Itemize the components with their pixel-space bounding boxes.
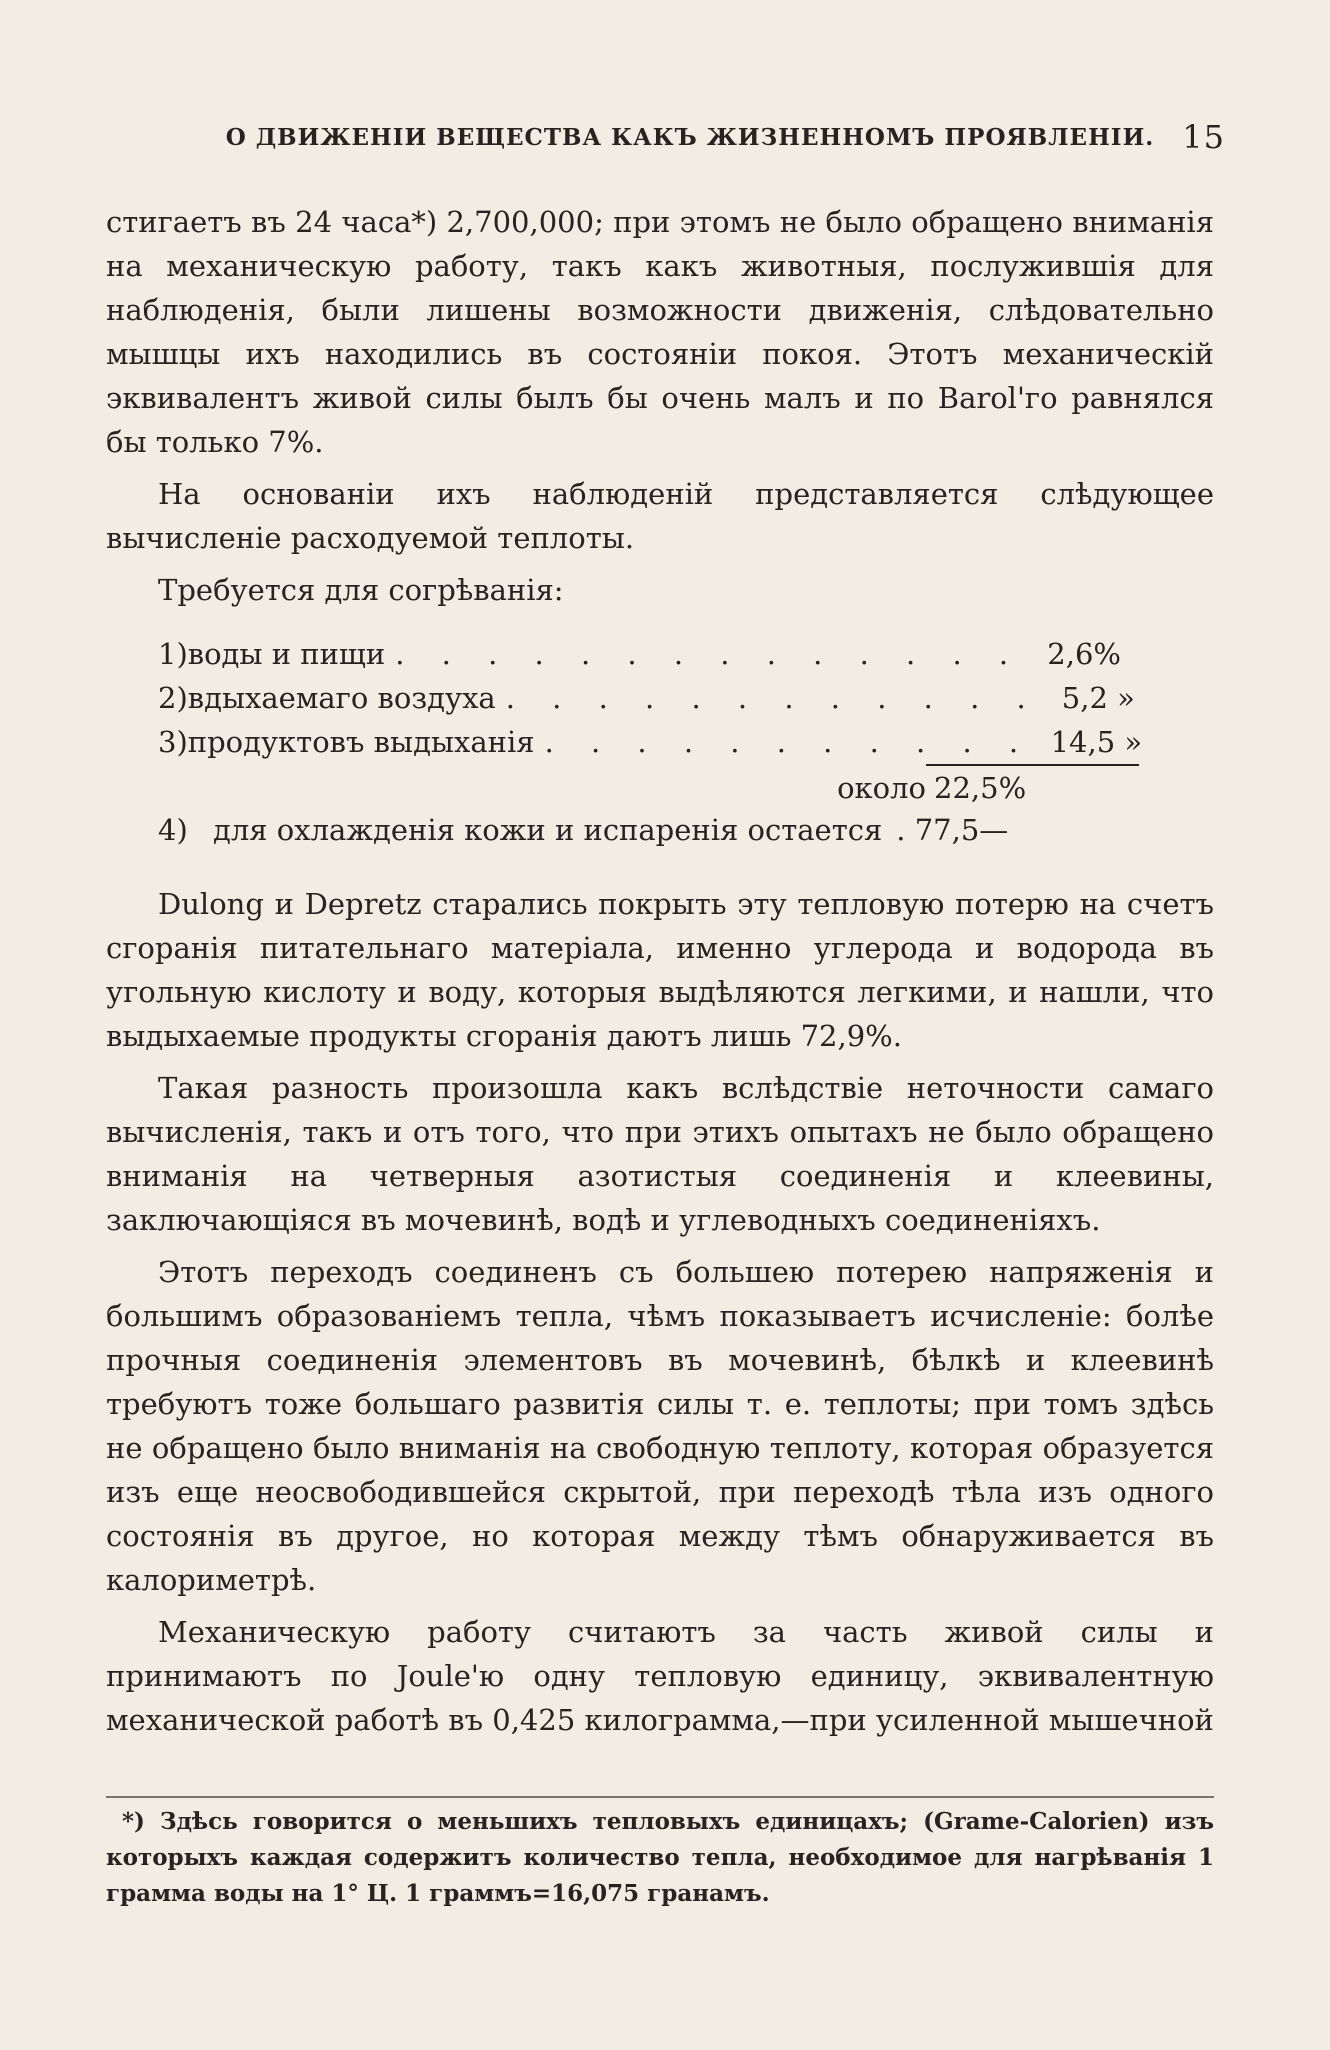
calc-row-value: 2,6% xyxy=(1047,637,1121,671)
calc-row-4 xyxy=(106,808,1214,852)
calc-row-value: 5,2 » xyxy=(1061,681,1135,715)
calc-row-label: для охлажденія кожи и испаренія остается xyxy=(213,813,883,847)
paragraph-5: Такая разность произошла какъ вслѣдствіе неточности самаго вычисленія, такъ и отъ того, что при этихъ опытахъ не было обращено вниманія на четверныя азотистыя соединенія и клеевины, заключающіяся въ мочевинѣ, водѣ и углеводныхъ соединеніяхъ. xyxy=(106,1071,1214,1237)
calc-row-number: 4) xyxy=(158,813,188,847)
calc-row-number: 1) xyxy=(158,637,188,671)
paragraph-1: стигаетъ въ 24 часа*) 2,700,000; при этомъ не было обращено вниманія на механическую работу, такъ какъ животныя, послужившія для наблюденія, были лишены возможности движенія, слѣдовательно мышцы ихъ находились въ состояніи покоя. Этотъ механическій эквивалентъ живой силы былъ бы очень малъ и по Barol'го равнялся бы только 7%. xyxy=(106,205,1214,459)
heat-calculation-list xyxy=(106,632,1214,852)
running-title: О ДВИЖЕНІИ ВЕЩЕСТВА КАКЪ ЖИЗНЕННОМЪ ПРОЯВЛЕНІИ. xyxy=(225,124,1155,151)
dot-leader xyxy=(385,632,1037,676)
calc-row-value: . 77,5— xyxy=(896,813,1009,847)
calc-total-row xyxy=(106,764,1214,808)
paragraph-3: Требуется для согрѣванія: xyxy=(158,573,564,607)
dot-leader xyxy=(535,720,1041,764)
calc-row-1 xyxy=(106,632,1214,676)
dot-leader xyxy=(496,676,1052,720)
page-number: 15 xyxy=(1182,118,1225,156)
calc-row-number: 2) xyxy=(158,681,188,715)
footnote-divider xyxy=(106,1796,1214,1798)
calc-row-label: продуктовъ выдыханія xyxy=(187,725,535,759)
page-body xyxy=(106,200,1214,1750)
paragraph-6: Этотъ переходъ соединенъ съ большею потерею напряженія и большимъ образованіемъ тепла, чѣмъ показываетъ исчисленіе: болѣе прочныя соединенія элементовъ въ мочевинѣ, бѣлкѣ и клеевинѣ требуютъ тоже большаго развитія силы т. е. теплоты; при томъ здѣсь не обращено было вниманія на свободную теплоту, которая образуется изъ еще неосвободившейся скрытой, при переходѣ тѣла изъ одного состоянія въ другое, но которая между тѣмъ обнаруживается въ калориметрѣ. xyxy=(106,1255,1214,1597)
footnote xyxy=(106,1804,1214,1912)
calc-row-label: воды и пищи xyxy=(187,637,386,671)
calc-total-label: около xyxy=(837,771,926,805)
footnote-text: *) Здѣсь говорится о меньшихъ тепловыхъ единицахъ; (Grame-Calorien) изъ которыхъ каждая содержитъ количество тепла, необходимое для нагрѣванія 1 грамма воды на 1° Ц. 1 граммъ=16,075 гранамъ. xyxy=(106,1808,1214,1907)
calc-row-number: 3) xyxy=(158,725,188,759)
paragraph-4: Dulong и Depretz старались покрыть эту тепловую потерю на счетъ сгоранія питательнаго матеріала, именно углерода и водорода въ угольную кислоту и воду, которыя выдѣляются легкими, и нашли, что выдыхаемые продукты сгоранія даютъ лишь 72,9%. xyxy=(106,887,1214,1053)
calc-row-3 xyxy=(106,720,1214,764)
paragraph-7: Механическую работу считаютъ за часть живой силы и принимаютъ по Joule'ю одну тепловую единицу, эквивалентную механической работѣ въ 0,425 килограмма,—при усиленной мышечной xyxy=(106,1615,1214,1737)
calc-total-value: 22,5% xyxy=(926,764,1139,810)
paragraph-2: На основаніи ихъ наблюденій представляется слѣдующее вычисленіе расходуемой теплоты. xyxy=(106,477,1214,555)
calc-row-value: 14,5 » xyxy=(1050,725,1143,759)
calc-row-label: вдыхаемаго воздуха xyxy=(187,681,496,715)
calc-row-2 xyxy=(106,676,1214,720)
